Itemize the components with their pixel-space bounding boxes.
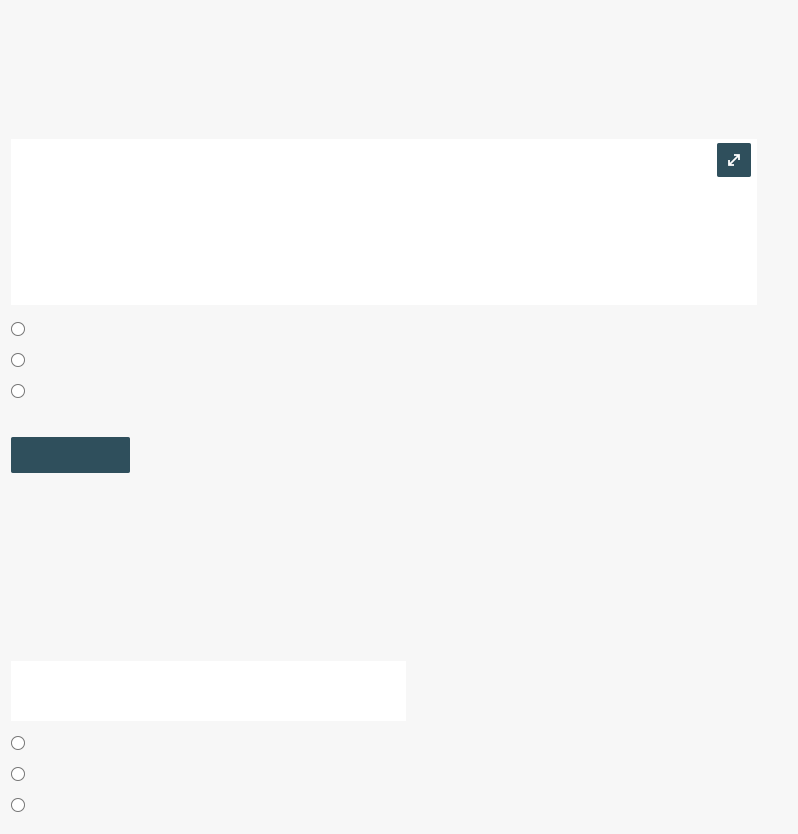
radio-icon[interactable] xyxy=(11,767,25,781)
dot-plot-figure xyxy=(11,661,406,721)
option-plot-b[interactable] xyxy=(11,767,31,781)
radio-icon[interactable] xyxy=(11,353,25,367)
expand-button[interactable] xyxy=(717,143,751,177)
option-cannot-determine[interactable] xyxy=(11,798,31,812)
expand-icon xyxy=(726,152,742,168)
radio-icon[interactable] xyxy=(11,322,25,336)
save-answer-button[interactable] xyxy=(11,437,130,473)
option-histogram-a[interactable] xyxy=(11,322,31,336)
option-plot-a[interactable] xyxy=(11,736,31,750)
histogram-svg xyxy=(11,139,757,305)
radio-icon[interactable] xyxy=(11,798,25,812)
radio-icon[interactable] xyxy=(11,736,25,750)
radio-icon[interactable] xyxy=(11,384,25,398)
option-histogram-c[interactable] xyxy=(11,384,31,398)
option-histogram-b[interactable] xyxy=(11,353,31,367)
dot-plot-svg xyxy=(11,661,406,721)
histogram-figure xyxy=(11,139,757,305)
